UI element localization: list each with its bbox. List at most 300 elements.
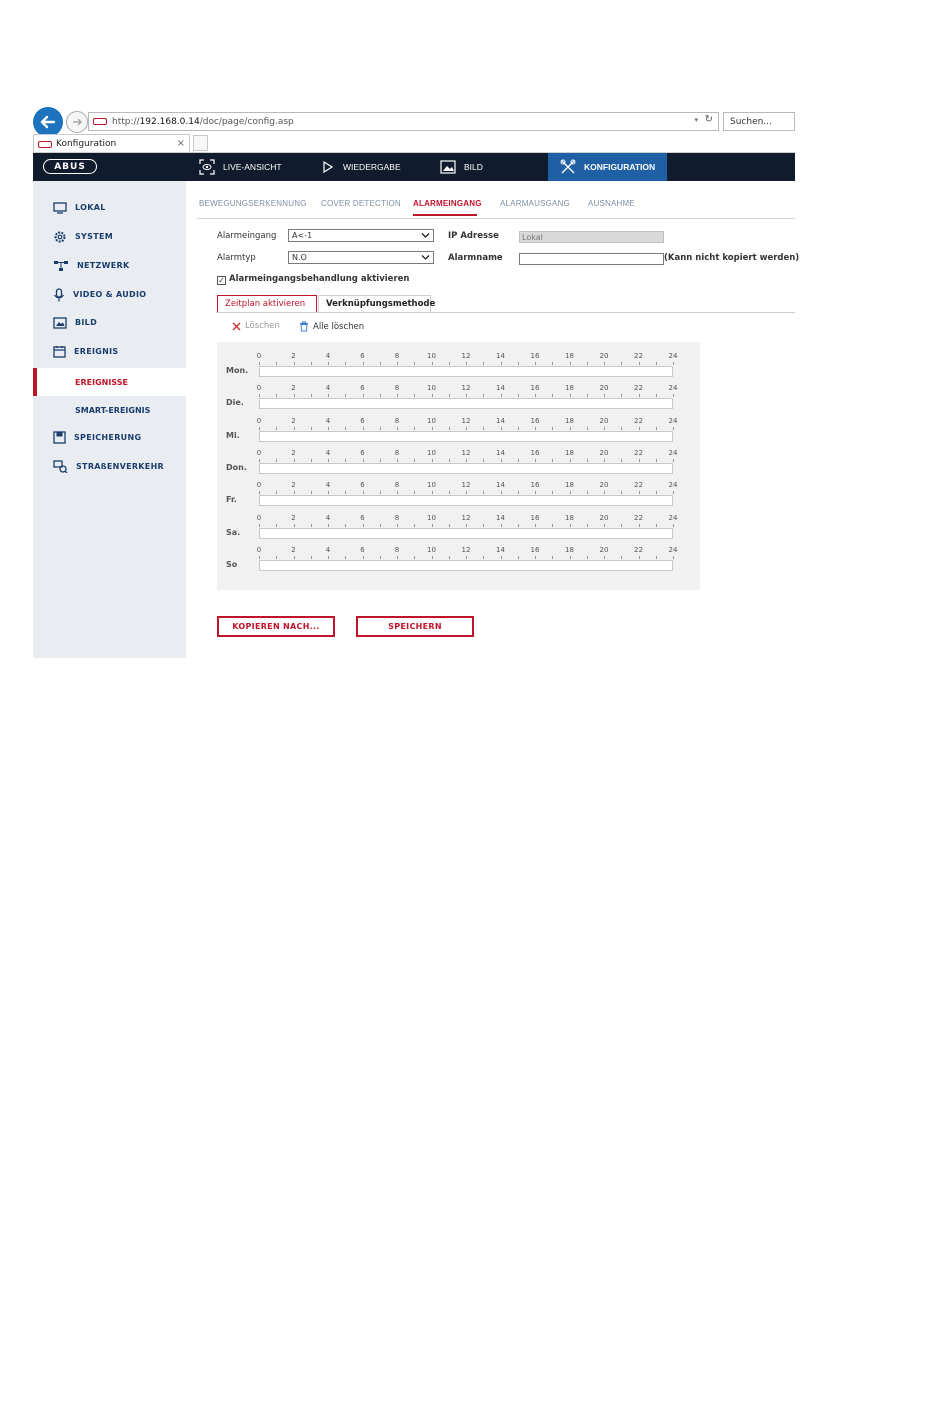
alarm-input-label: Alarmeingang — [217, 231, 277, 241]
hour-label: 0 — [256, 448, 262, 457]
hour-label: 6 — [360, 481, 365, 490]
hour-label: 14 — [496, 448, 505, 457]
hour-tick — [397, 427, 398, 430]
hour-tick — [328, 427, 329, 430]
hour-label: 0 — [256, 545, 262, 554]
hour-tick — [345, 524, 346, 527]
image-icon — [440, 160, 456, 174]
day-label: Mi. — [226, 430, 240, 440]
hour-label: 4 — [325, 513, 331, 522]
hour-tick — [535, 427, 536, 430]
hour-tick — [414, 394, 415, 397]
close-icon[interactable]: × — [176, 138, 185, 149]
hour-label: 24 — [668, 448, 678, 457]
hour-label: 10 — [427, 352, 436, 360]
hour-tick — [501, 394, 502, 397]
hour-tick — [311, 427, 312, 430]
hour-tick — [518, 556, 519, 559]
hour-tick — [276, 459, 277, 462]
hour-label: 12 — [461, 481, 471, 490]
hour-tick — [432, 394, 433, 397]
hour-tick — [552, 427, 553, 430]
subtab-cover-detection[interactable]: COVER DETECTION — [321, 199, 401, 208]
nav-playback[interactable] — [321, 153, 431, 181]
hour-label: 8 — [394, 448, 400, 457]
copy-to-button[interactable]: KOPIEREN NACH... — [217, 616, 335, 637]
hour-label: 6 — [360, 513, 365, 522]
hour-tick — [380, 556, 381, 559]
sidebar-item-network[interactable] — [33, 251, 186, 280]
hour-tick — [449, 362, 450, 365]
abus-logo: ABUS — [43, 159, 97, 174]
hour-tick — [311, 524, 312, 527]
hour-tick — [397, 491, 398, 494]
hour-tick — [259, 491, 260, 494]
subtab-motion-detection[interactable]: BEWEGUNGSERKENNUNG — [199, 199, 307, 208]
hour-tick — [604, 524, 605, 527]
hour-tick — [466, 394, 467, 397]
hour-tick — [570, 459, 571, 462]
monitor-icon — [53, 202, 67, 214]
hour-label: 14 — [496, 513, 505, 522]
hour-tick — [380, 459, 381, 462]
hour-tick — [259, 362, 260, 365]
hour-label: 14 — [496, 352, 505, 360]
hour-label: 12 — [461, 545, 471, 554]
hour-tick — [501, 362, 502, 365]
hour-tick — [604, 394, 605, 397]
hour-tick — [449, 524, 450, 527]
hour-label: 22 — [634, 545, 643, 554]
hour-tick — [673, 491, 674, 494]
hour-tick — [466, 427, 467, 430]
hour-tick — [259, 524, 260, 527]
hour-tick — [656, 394, 657, 397]
hour-tick — [501, 524, 502, 527]
hour-label: 4 — [325, 545, 331, 554]
hour-tick — [552, 362, 553, 365]
hour-tick — [294, 362, 295, 365]
hour-tick — [363, 556, 364, 559]
hour-tick — [518, 491, 519, 494]
site-icon — [38, 141, 52, 148]
hour-tick — [311, 362, 312, 365]
hour-tick — [311, 394, 312, 397]
hour-tick — [449, 491, 450, 494]
alarm-input-select[interactable] — [288, 229, 434, 242]
hour-tick — [449, 394, 450, 397]
hour-tick — [294, 394, 295, 397]
sidebar-item-label: NETZWERK — [77, 261, 130, 270]
tab-linkage-label: Verknüpfungsmethode — [326, 299, 436, 309]
browser-back-button[interactable] — [33, 107, 63, 137]
hour-tick — [311, 556, 312, 559]
check-icon: ✓ — [218, 275, 225, 285]
hour-tick — [621, 524, 622, 527]
hour-tick — [414, 459, 415, 462]
browser-forward-button[interactable] — [66, 111, 88, 133]
hour-tick — [570, 524, 571, 527]
hour-label: 6 — [360, 352, 365, 360]
microphone-icon — [53, 288, 65, 302]
hour-label: 12 — [461, 513, 471, 522]
hour-tick — [587, 556, 588, 559]
hour-label: 18 — [565, 448, 574, 457]
trash-icon — [299, 321, 309, 332]
hour-label: 2 — [291, 352, 296, 360]
subtab-alarm-input[interactable]: ALARMEINGANG — [413, 199, 482, 208]
hour-tick — [345, 362, 346, 365]
hour-label: 22 — [634, 513, 643, 522]
hour-tick — [363, 427, 364, 430]
alarm-name-note: (Kann nicht kopiert werden) — [664, 253, 800, 263]
hour-tick — [276, 362, 277, 365]
play-icon — [321, 160, 335, 174]
hour-tick — [673, 556, 674, 559]
hour-label: 8 — [394, 416, 400, 425]
hour-tick — [345, 491, 346, 494]
hour-label: 24 — [668, 545, 678, 554]
hour-label: 4 — [325, 481, 331, 490]
hour-tick — [535, 459, 536, 462]
day-label: Die. — [226, 398, 244, 408]
sidebar-item-label: SYSTEM — [75, 232, 113, 241]
hour-label: 6 — [360, 545, 365, 554]
hour-tick — [397, 394, 398, 397]
sidebar-subitem-events[interactable]: EREIGNISSE — [33, 368, 186, 396]
hour-tick — [328, 459, 329, 462]
sidebar-item-event[interactable] — [33, 337, 186, 366]
hour-label: 16 — [530, 352, 540, 360]
hour-tick — [311, 459, 312, 462]
hour-tick — [570, 491, 571, 494]
hour-label: 12 — [461, 352, 471, 360]
hour-tick — [449, 556, 450, 559]
hour-label: 24 — [668, 513, 678, 522]
hour-tick — [483, 362, 484, 365]
hour-tick — [294, 459, 295, 462]
hour-label: 4 — [325, 384, 331, 393]
hour-tick — [552, 491, 553, 494]
hour-tick — [259, 556, 260, 559]
hour-label: 8 — [394, 481, 400, 490]
refresh-icon[interactable]: ↻ — [704, 114, 713, 125]
hour-tick — [397, 362, 398, 365]
hour-tick — [328, 524, 329, 527]
delete-all-label: Alle löschen — [313, 321, 365, 332]
alarm-type-label: Alarmtyp — [217, 253, 256, 263]
hour-tick — [673, 459, 674, 462]
dropdown-icon[interactable]: ▾ — [694, 116, 698, 124]
hour-tick — [483, 394, 484, 397]
hour-tick — [432, 556, 433, 559]
hour-tick — [276, 394, 277, 397]
hour-tick — [294, 427, 295, 430]
hour-tick — [328, 394, 329, 397]
hour-tick — [656, 556, 657, 559]
hour-label: 20 — [599, 545, 609, 554]
hour-label: 22 — [634, 352, 643, 360]
nav-configuration[interactable] — [548, 153, 667, 181]
sidebar-item-label: BILD — [75, 318, 98, 327]
hour-tick — [259, 394, 260, 397]
sidebar-item-label: VIDEO & AUDIO — [73, 290, 147, 299]
hour-tick — [483, 459, 484, 462]
hour-tick — [414, 427, 415, 430]
hour-tick — [276, 524, 277, 527]
hour-tick — [466, 524, 467, 527]
hour-label: 10 — [427, 545, 436, 554]
hour-tick — [449, 427, 450, 430]
sidebar-item-label: SPEICHERUNG — [74, 433, 142, 442]
hour-tick — [673, 524, 674, 527]
enable-alarm-checkbox[interactable] — [217, 276, 226, 285]
subtab-divider — [197, 218, 795, 219]
hour-tick — [397, 459, 398, 462]
arrow-right-icon — [71, 116, 83, 128]
hour-label: 8 — [394, 384, 400, 393]
image-icon — [53, 317, 67, 329]
hour-tick — [449, 459, 450, 462]
nav-image[interactable] — [440, 153, 540, 181]
hour-tick — [621, 459, 622, 462]
schedule-bar[interactable] — [259, 366, 673, 377]
hour-tick — [656, 459, 657, 462]
new-tab-button[interactable] — [193, 135, 208, 151]
hour-tick — [397, 556, 398, 559]
hour-tick — [518, 524, 519, 527]
hour-label: 16 — [530, 545, 540, 554]
hour-label: 10 — [427, 481, 436, 490]
hour-label: 0 — [256, 513, 262, 522]
hour-tick — [552, 394, 553, 397]
hour-tick — [587, 394, 588, 397]
hour-tick — [639, 427, 640, 430]
sidebar-item-image[interactable] — [33, 308, 186, 337]
hour-tick — [621, 556, 622, 559]
url-prefix: http:// — [112, 116, 140, 127]
tab-linkage-method[interactable] — [318, 295, 436, 312]
enable-alarm-label: Alarmeingangsbehandlung aktivieren — [229, 274, 410, 284]
hour-tick — [587, 427, 588, 430]
hour-tick — [552, 459, 553, 462]
hour-label: 22 — [634, 384, 643, 393]
sidebar-item-system[interactable] — [33, 222, 186, 251]
hour-tick — [345, 394, 346, 397]
hour-label: 22 — [634, 481, 643, 490]
hour-label: 12 — [461, 448, 471, 457]
hour-label: 10 — [427, 384, 436, 393]
day-label: Don. — [226, 462, 247, 472]
hour-tick — [328, 556, 329, 559]
hour-label: 18 — [565, 513, 574, 522]
inner-tab-divider — [216, 312, 795, 313]
hour-tick — [535, 556, 536, 559]
sidebar-item-label: EREIGNIS — [74, 347, 119, 356]
hour-label: 20 — [599, 513, 609, 522]
hour-label: 24 — [668, 416, 678, 425]
hour-tick — [363, 491, 364, 494]
hour-label: 10 — [427, 448, 436, 457]
hour-tick — [345, 556, 346, 559]
hour-tick — [259, 427, 260, 430]
tab-schedule[interactable] — [217, 295, 317, 312]
hour-tick — [432, 524, 433, 527]
delete-all-button[interactable] — [299, 321, 364, 332]
calendar-icon — [53, 345, 66, 358]
hour-label: 6 — [360, 416, 365, 425]
hour-label: 2 — [291, 448, 296, 457]
hour-label: 20 — [599, 481, 609, 490]
hour-tick — [518, 362, 519, 365]
hour-label: 22 — [634, 448, 643, 457]
url-path: /doc/page/config.asp — [199, 116, 294, 127]
hour-tick — [518, 427, 519, 430]
hour-tick — [276, 427, 277, 430]
hour-tick — [380, 394, 381, 397]
hour-tick — [432, 362, 433, 365]
ip-address-label: IP Adresse — [448, 231, 499, 241]
hour-label: 16 — [530, 481, 540, 490]
hour-label: 10 — [427, 513, 436, 522]
hour-tick — [294, 524, 295, 527]
schedule-bar[interactable] — [259, 560, 673, 571]
hour-label: 2 — [291, 545, 296, 554]
hour-label: 20 — [599, 352, 609, 360]
hour-tick — [639, 394, 640, 397]
alarm-name-input[interactable] — [519, 253, 664, 265]
alarm-name-label: Alarmname — [448, 253, 503, 263]
hour-label: 18 — [565, 384, 574, 393]
subtab-alarm-output[interactable]: ALARMAUSGANG — [500, 199, 570, 208]
subtab-exception[interactable]: AUSNAHME — [588, 199, 635, 208]
hour-label: 2 — [291, 416, 296, 425]
hour-tick — [363, 524, 364, 527]
search-input[interactable]: Suchen... — [723, 112, 795, 131]
hour-label: 20 — [599, 448, 609, 457]
hour-tick — [639, 556, 640, 559]
hour-tick — [639, 491, 640, 494]
hour-tick — [587, 524, 588, 527]
hour-tick — [621, 362, 622, 365]
hour-label: 14 — [496, 384, 505, 393]
alarm-type-select[interactable] — [288, 251, 434, 264]
save-button[interactable]: SPEICHERN — [356, 616, 474, 637]
hour-tick — [673, 427, 674, 430]
hour-label: 8 — [394, 352, 400, 360]
hour-tick — [380, 491, 381, 494]
hour-tick — [501, 459, 502, 462]
gear-icon — [53, 230, 67, 244]
alarm-input-value: A<-1 — [292, 231, 313, 240]
day-label: Mon. — [226, 366, 249, 375]
hour-tick — [466, 556, 467, 559]
live-view-icon — [199, 159, 215, 175]
traffic-icon — [53, 460, 68, 473]
hour-label: 22 — [634, 416, 643, 425]
hour-tick — [518, 394, 519, 397]
hour-tick — [276, 556, 277, 559]
sidebar-item-video-audio[interactable] — [33, 280, 186, 309]
hour-label: 0 — [256, 352, 262, 360]
hour-tick — [604, 362, 605, 365]
hour-label: 12 — [461, 384, 471, 393]
sidebar-item-traffic[interactable] — [33, 452, 186, 481]
nav-configuration-label: KONFIGURATION — [584, 162, 656, 172]
hour-label: 16 — [530, 448, 540, 457]
nav-playback-label: WIEDERGABE — [343, 162, 401, 172]
hour-label: 20 — [599, 416, 609, 425]
schedule-bar[interactable] — [259, 431, 673, 442]
hour-label: 14 — [496, 481, 505, 490]
hour-tick — [518, 459, 519, 462]
chevron-down-icon — [421, 254, 430, 261]
delete-label: Löschen — [245, 321, 280, 331]
hour-tick — [552, 556, 553, 559]
nav-live-view-label: LIVE-ANSICHT — [223, 162, 282, 172]
hour-tick — [294, 491, 295, 494]
schedule-bar[interactable] — [259, 495, 673, 506]
hour-tick — [259, 459, 260, 462]
hour-label: 4 — [325, 352, 331, 360]
hour-tick — [432, 459, 433, 462]
delete-button[interactable] — [232, 321, 280, 331]
hour-tick — [570, 394, 571, 397]
hour-tick — [414, 491, 415, 494]
arrow-left-icon — [39, 113, 57, 131]
hour-tick — [621, 491, 622, 494]
ip-address-field: Lokal — [519, 231, 664, 243]
sidebar-item-local[interactable] — [33, 193, 186, 222]
hour-label: 16 — [530, 384, 540, 393]
day-label: So — [226, 559, 238, 569]
schedule-bar[interactable] — [259, 463, 673, 474]
hour-tick — [639, 459, 640, 462]
address-bar[interactable] — [88, 112, 719, 131]
hour-label: 24 — [668, 352, 678, 360]
hour-label: 6 — [360, 384, 365, 393]
hour-tick — [639, 362, 640, 365]
hour-label: 4 — [325, 448, 331, 457]
hour-tick — [570, 556, 571, 559]
hour-tick — [466, 491, 467, 494]
hour-tick — [656, 524, 657, 527]
sidebar-subitem-smart-event[interactable]: SMART-EREIGNIS — [75, 405, 151, 415]
hour-label: 18 — [565, 416, 574, 425]
hour-tick — [328, 491, 329, 494]
hour-label: 2 — [291, 481, 296, 490]
tab-schedule-label: Zeitplan aktivieren — [225, 299, 306, 309]
hour-label: 14 — [496, 416, 505, 425]
nav-live-view[interactable] — [199, 153, 309, 181]
hour-tick — [535, 491, 536, 494]
hour-tick — [535, 524, 536, 527]
hour-label: 2 — [291, 384, 296, 393]
hour-tick — [483, 427, 484, 430]
url-host: 192.168.0.14 — [139, 116, 200, 127]
sidebar-item-storage[interactable] — [33, 423, 186, 452]
tab-title: Konfiguration — [56, 139, 117, 149]
hour-tick — [397, 524, 398, 527]
schedule-bar[interactable] — [259, 528, 673, 539]
hour-tick — [535, 362, 536, 365]
hour-label: 0 — [256, 416, 262, 425]
hour-tick — [587, 491, 588, 494]
browser-tab[interactable] — [33, 134, 190, 153]
schedule-bar[interactable] — [259, 398, 673, 409]
hour-label: 8 — [394, 513, 400, 522]
x-icon — [232, 322, 241, 331]
